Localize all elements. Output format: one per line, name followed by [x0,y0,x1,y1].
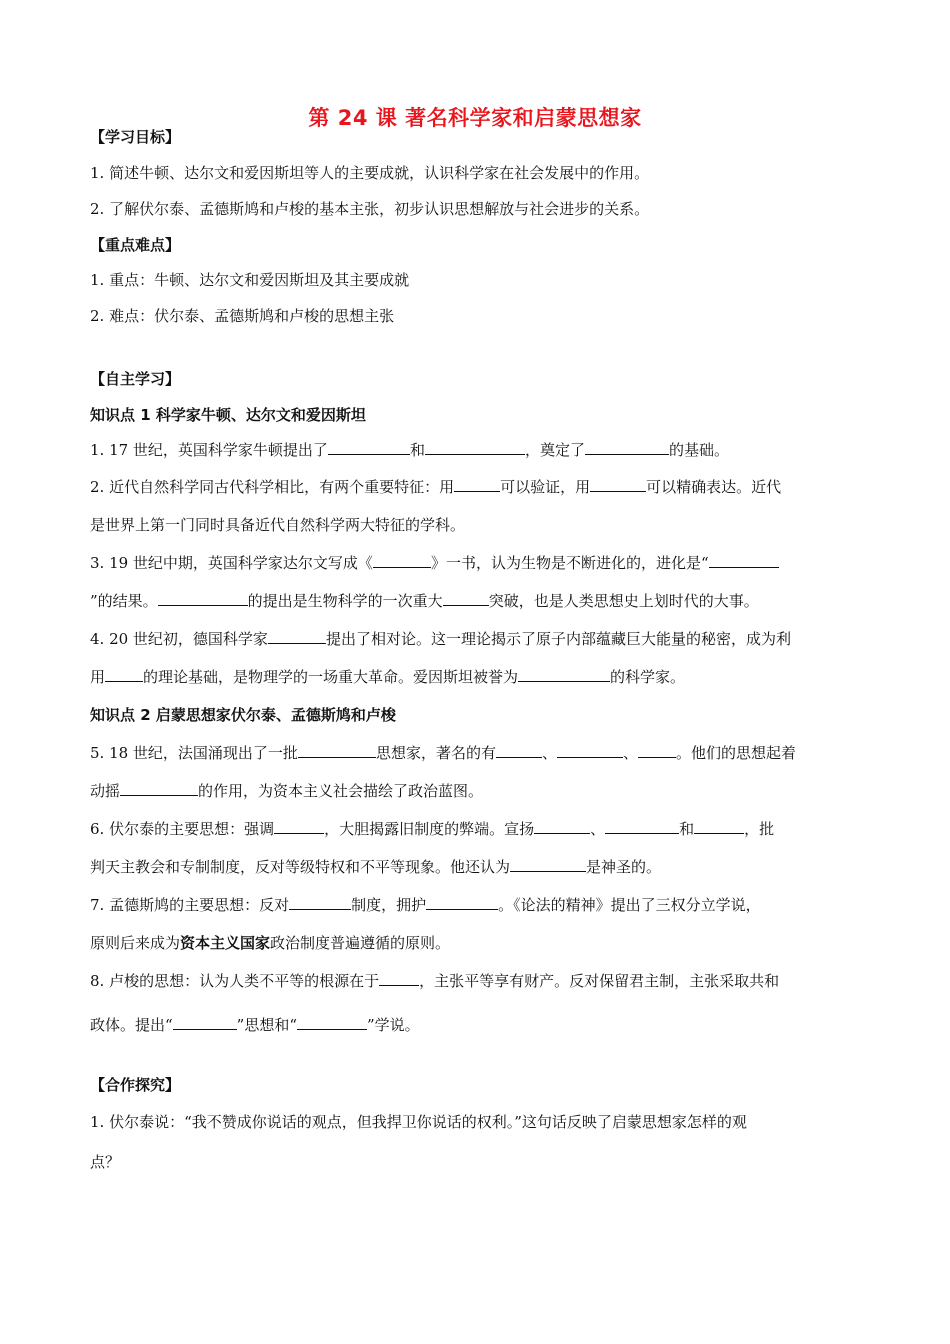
fill-blank[interactable] [454,477,500,492]
fill-blank[interactable] [173,1015,237,1030]
page-title: 第 24 课 著名科学家和启蒙思想家 [308,106,642,130]
fill-blank[interactable] [274,819,324,834]
question-7: 7. 孟德斯鸠的主要思想：反对 制度，拥护 。《论法的精神》提出了三权分立学说， [90,896,761,914]
question-2-continued: 是世界上第一门同时具备近代自然科学两大特征的学科。 [90,516,466,534]
fill-blank[interactable] [297,1015,367,1030]
key-point-item: 2. 难点：伏尔泰、孟德斯鸠和卢梭的思想主张 [90,307,395,325]
fill-blank[interactable] [379,971,419,986]
fill-blank[interactable] [120,781,198,796]
fill-blank[interactable] [426,895,498,910]
objectives-heading: 【学习目标】 [90,128,181,146]
question-3: 3. 19 世纪中期，英国科学家达尔文写成《 》一书，认为生物是不断进化的，进化是“ [90,553,860,573]
key-points-heading: 【重点难点】 [90,236,181,254]
question-8-continued: 政体。提出“ ”思想和“ ”学说。 [90,1016,420,1034]
fill-blank[interactable] [557,743,623,758]
fill-blank[interactable] [518,667,610,682]
question-7-continued: 原则后来成为资本主义国家政治制度普遍遵循的原则。 [90,934,451,952]
fill-blank[interactable] [590,477,646,492]
question-1: 1. 17 世纪，英国科学家牛顿提出了 和 ，奠定了 的基础。 [90,441,729,459]
fill-blank[interactable] [496,743,542,758]
fill-blank[interactable] [298,743,376,758]
question-5-continued: 动摇 的作用，为资本主义社会描绘了政治蓝图。 [90,782,484,800]
fill-blank[interactable] [534,819,590,834]
question-8: 8. 卢梭的思想：认为人类不平等的根源在于 ，主张平等享有财产。反对保留君主制，主张采取共和 [90,972,780,990]
question-6-continued: 判天主教会和专制制度，反对等级特权和不平等现象。他还认为 是神圣的。 [90,858,662,876]
fill-blank[interactable] [694,819,744,834]
fill-blank[interactable] [373,553,431,568]
fill-blank[interactable] [328,440,410,455]
objective-item: 1. 简述牛顿、达尔文和爱因斯坦等人的主要成就，认识科学家在社会发展中的作用。 [90,164,650,182]
cooperative-heading: 【合作探究】 [90,1076,181,1094]
fill-blank[interactable] [443,591,489,606]
fill-blank[interactable] [510,857,586,872]
knowledge-point-2-title: 知识点 2 启蒙思想家伏尔泰、孟德斯鸠和卢梭 [90,706,396,724]
cooperative-question-1: 1. 伏尔泰说：“我不赞成你说话的观点，但我捍卫你说话的权利。”这句话反映了启蒙思想家怎样的观 [90,1113,747,1131]
emphasis-text: 资本主义国家 [180,934,271,952]
fill-blank[interactable] [158,591,248,606]
question-5: 5. 18 世纪，法国涌现出了一批 思想家，著名的有 、 、 。他们的思想起着 [90,744,796,762]
fill-blank[interactable] [268,629,326,644]
knowledge-point-1-title: 知识点 1 科学家牛顿、达尔文和爱因斯坦 [90,406,366,424]
question-3-continued: ”的结果。 的提出是生物科学的一次重大 突破，也是人类思想史上划时代的大事。 [90,592,759,610]
fill-blank[interactable] [605,819,679,834]
cooperative-question-1-continued: 点？ [90,1153,121,1171]
question-4-continued: 用 的理论基础，是物理学的一场重大革命。爱因斯坦被誉为 的科学家。 [90,668,686,686]
fill-blank[interactable] [709,553,779,568]
question-4: 4. 20 世纪初，德国科学家 提出了相对论。这一理论揭示了原子内部蕴藏巨大能量的秘密，成为利 [90,630,791,648]
fill-blank[interactable] [289,895,351,910]
fill-blank[interactable] [425,440,525,455]
fill-blank[interactable] [638,743,676,758]
fill-blank[interactable] [105,667,143,682]
question-2: 2. 近代自然科学同古代科学相比，有两个重要特征：用 可以验证，用 可以精确表达。近代 [90,478,782,496]
fill-blank[interactable] [585,440,669,455]
key-point-item: 1. 重点：牛顿、达尔文和爱因斯坦及其主要成就 [90,271,410,289]
objective-item: 2. 了解伏尔泰、孟德斯鸠和卢梭的基本主张，初步认识思想解放与社会进步的关系。 [90,200,650,218]
question-6: 6. 伏尔泰的主要思想：强调 ，大胆揭露旧制度的弊端。宣扬 、 和 ，批 [90,820,775,838]
self-study-heading: 【自主学习】 [90,370,181,388]
